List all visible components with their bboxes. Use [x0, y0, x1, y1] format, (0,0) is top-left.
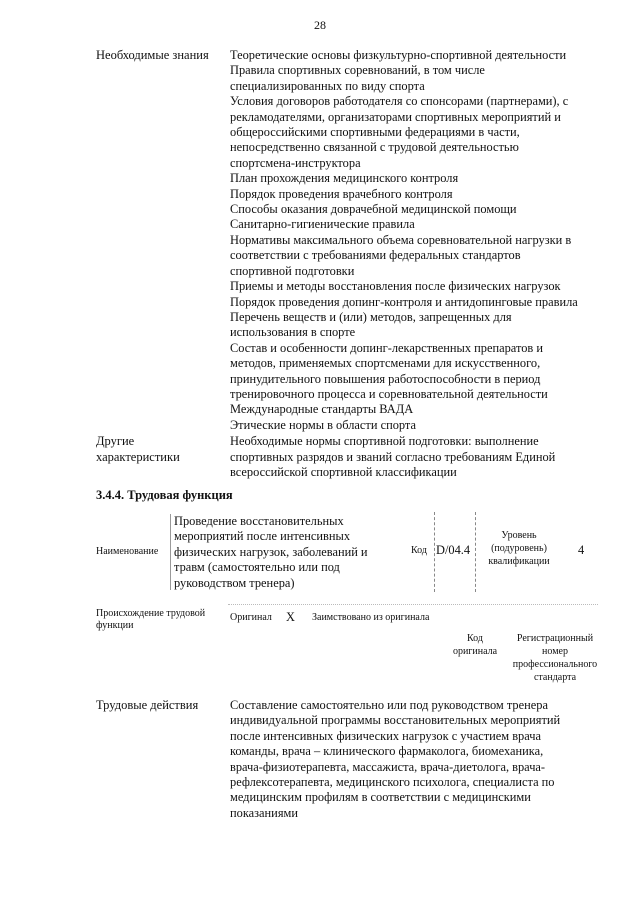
actions-line: показаниями — [230, 805, 298, 820]
function-name-line: травм (самостоятельно или под — [174, 560, 340, 575]
code-original-line: Код — [467, 633, 483, 644]
reg-number-line: стандарта — [533, 672, 577, 683]
other-line: всероссийской спортивной классификации — [230, 464, 457, 479]
knowledge-line: Порядок проведения допинг-контроля и антидопинговые правила — [230, 294, 578, 309]
code-original-line: оригинала — [452, 646, 498, 657]
section-heading: 3.4.4. Трудовая функция — [96, 488, 233, 502]
actions-line: после интенсивных физических нагрузок с участием врача — [230, 728, 541, 743]
knowledge-line: специализированных по виду спорта — [230, 78, 425, 93]
registration-number-label — [505, 632, 605, 684]
origin-label-line: функции — [96, 620, 134, 631]
knowledge-line: непосредственно связанной с трудовой деятельностью — [230, 140, 519, 155]
page-number: 28 — [314, 18, 326, 32]
actions-line: Составление самостоятельно или под руководством тренера — [230, 698, 548, 712]
level-label-line: квалификации — [488, 556, 550, 567]
knowledge-line: Этические нормы в области спорта — [230, 417, 416, 432]
knowledge-line: Перечень веществ и (или) методов, запрещенных для — [230, 309, 512, 324]
qualification-level-value: 4 — [578, 543, 585, 557]
knowledge-line: Приемы и методы восстановления после физических нагрузок — [230, 279, 561, 294]
knowledge-row — [96, 48, 606, 433]
knowledge-line: соответствии с требованиями федеральных стандартов — [230, 248, 521, 263]
actions-line: рефлексотерапевта, медицинского психолога, специалиста по — [230, 775, 555, 790]
knowledge-line: спортивной подготовки — [230, 263, 355, 278]
knowledge-line: использования в спорте — [230, 325, 356, 340]
origin-label-line: Происхождение трудовой — [96, 608, 206, 619]
function-name-label: Наименование — [96, 546, 159, 557]
knowledge-line: Состав и особенности допинг-лекарственных препаратов и — [230, 340, 543, 355]
actions-line: индивидуальной программы восстановительных мероприятий — [230, 713, 561, 728]
knowledge-label: Необходимые знания — [96, 48, 209, 62]
other-list — [230, 434, 606, 480]
knowledge-line: общероссийскими спортивными федерациями в части, — [230, 125, 520, 140]
knowledge-list — [230, 48, 606, 433]
knowledge-line: рекламодателями, организаторами спортивных мероприятий и — [230, 109, 561, 124]
knowledge-line: Теоретические основы физкультурно-спортивной деятельности — [230, 48, 567, 62]
function-name-line: мероприятий после интенсивных — [174, 529, 351, 544]
other-line: Необходимые нормы спортивной подготовки: выполнение — [230, 434, 539, 449]
other-label — [96, 434, 230, 480]
knowledge-line: Нормативы максимального объема соревновательной нагрузки в — [230, 232, 572, 247]
knowledge-line: Условия договоров работодателя со спонсорами (партнерами), с — [230, 94, 569, 109]
knowledge-line: спортсмена-инструктора — [230, 155, 361, 170]
reg-number-line: номер — [542, 646, 568, 657]
code-value: D/04.4 — [436, 543, 471, 557]
function-name-line: физических нагрузок, заболеваний и — [174, 544, 368, 559]
function-name-line: руководством тренера) — [174, 575, 295, 590]
actions-line: команды, врача – клинического фармаколога, биомеханика, — [230, 744, 544, 759]
reg-number-line: профессионального — [512, 659, 598, 670]
knowledge-line: принудительного повышения работоспособности в период — [230, 371, 541, 386]
code-original-label — [447, 632, 503, 658]
function-name-line: Проведение восстановительных — [174, 514, 344, 528]
other-row — [96, 434, 606, 480]
other-line: спортивных разрядов и званий согласно требованиям Единой — [230, 449, 556, 464]
qualification-level-label — [479, 529, 559, 568]
knowledge-line: методов, применяемых спортсменами для искусственного, — [230, 356, 541, 371]
actions-line: медицинским профилям в соответствии с медицинскими — [230, 790, 531, 805]
labor-actions-section — [96, 698, 606, 821]
function-name — [174, 514, 406, 591]
knowledge-line: Способы оказания доврачебной медицинской помощи — [230, 202, 517, 217]
knowledge-line: Порядок проведения врачебного контроля — [230, 186, 453, 201]
knowledge-line: План прохождения медицинского контроля — [230, 171, 459, 186]
level-label-line: (подуровень) — [491, 543, 547, 554]
knowledge-line: тренировочного процесса и соревновательной деятельности — [230, 386, 548, 401]
knowledge-line: Санитарно-гигиенические правила — [230, 217, 415, 232]
reg-number-line: Регистрационный — [516, 633, 594, 644]
origin-label — [96, 608, 226, 632]
original-mark: X — [286, 610, 295, 624]
actions-line: врача-физиотерапевта, массажиста, врача-диетолога, врача- — [230, 759, 546, 774]
actions-row — [96, 698, 606, 821]
original-label: Оригинал — [230, 612, 272, 623]
code-label: Код — [411, 545, 427, 556]
actions-list — [230, 698, 606, 821]
other-label-line: Другие — [96, 434, 135, 449]
actions-label: Трудовые действия — [96, 698, 199, 712]
level-label-line: Уровень — [501, 530, 537, 541]
knowledge-section — [96, 48, 606, 480]
knowledge-line: Правила спортивных соревнований, в том числе — [230, 63, 485, 78]
knowledge-line: Международные стандарты ВАДА — [230, 402, 414, 417]
borrowed-label: Заимствовано из оригинала — [312, 612, 430, 623]
other-label-line: характеристики — [96, 449, 180, 464]
